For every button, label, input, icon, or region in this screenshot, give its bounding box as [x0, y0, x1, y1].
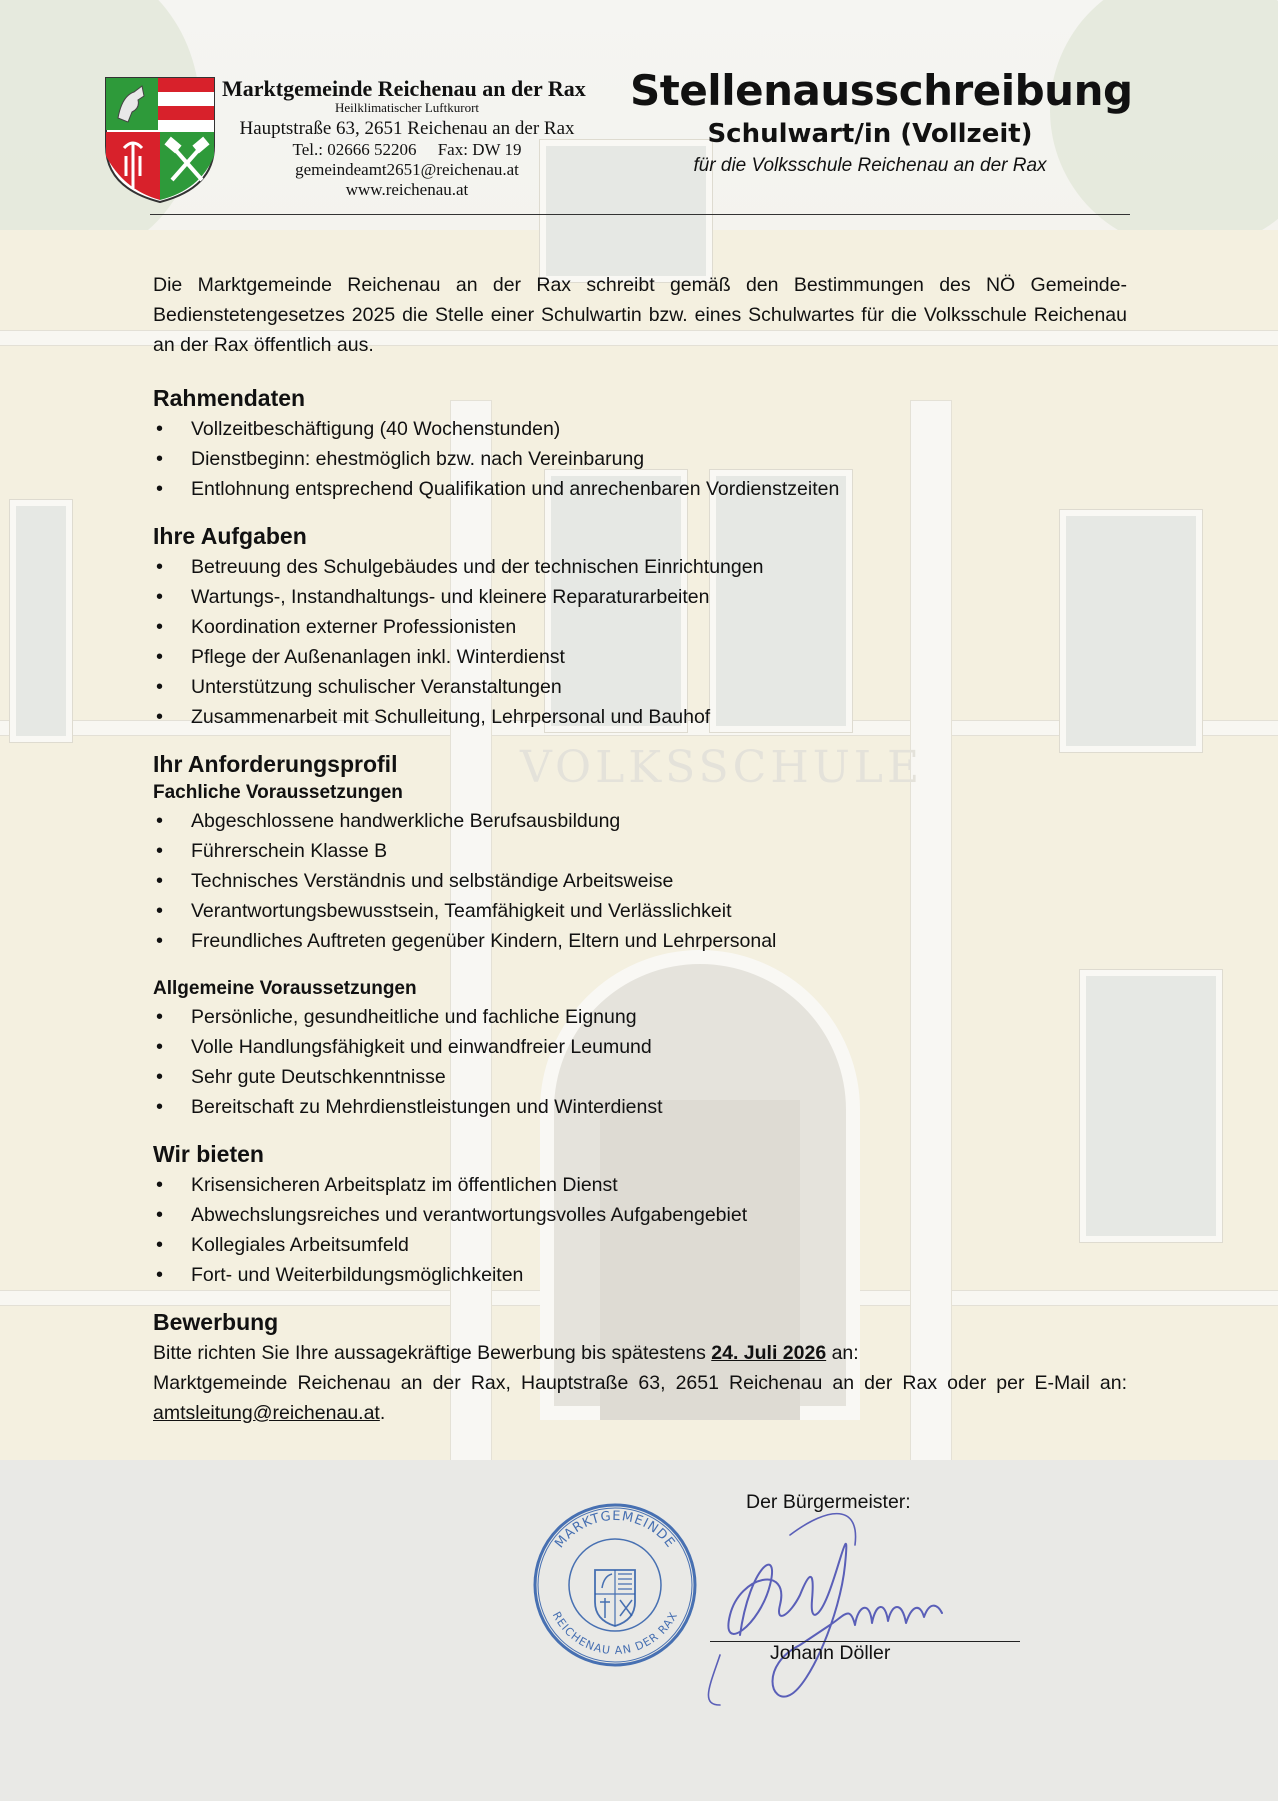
- section-heading-bewerbung: Bewerbung: [153, 1309, 279, 1335]
- list-item: • Dienstbeginn: ehestmöglich bzw. nach Vereinbarung: [153, 444, 1127, 474]
- organization-address: Hauptstraße 63, 2651 Reichenau an der Rax: [239, 118, 575, 139]
- list-item: • Technisches Verständnis und selbständige Arbeitsweise: [153, 866, 1127, 896]
- organization-fax: Fax: DW 19: [437, 140, 522, 159]
- list-item: • Unterstützung schulischer Veranstaltungen: [153, 672, 1127, 702]
- bieten-list: [153, 1170, 1127, 1290]
- fachlich-list: [153, 806, 1127, 956]
- list-item: • Bereitschaft zu Mehrdienstleistungen und Winterdienst: [153, 1092, 1127, 1122]
- organization-phone-fax: [222, 140, 592, 160]
- position-title: Schulwart/in (Vollzeit): [707, 119, 1033, 149]
- title-block: [630, 66, 1133, 177]
- header-divider: [150, 214, 1130, 215]
- list-item: • Sehr gute Deutschkenntnisse: [153, 1062, 1127, 1092]
- application-address-line: [153, 1368, 1127, 1428]
- list-item: • Persönliche, gesundheitliche und fachliche Eignung: [153, 1002, 1127, 1032]
- application-email-link[interactable]: amtsleitung@reichenau.at: [153, 1402, 380, 1424]
- svg-text:REICHENAU AN DER RAX: REICHENAU AN DER RAX: [549, 1609, 681, 1658]
- list-item: • Krisensicheren Arbeitsplatz im öffentlichen Dienst: [153, 1170, 1127, 1200]
- list-item: • Wartungs-, Instandhaltungs- und kleinere Reparaturarbeiten: [153, 582, 1127, 612]
- subheading-allgemein: Allgemeine Voraussetzungen: [153, 978, 417, 999]
- document-title: Stellenausschreibung: [630, 66, 1133, 115]
- deadline-text-pre: Bitte richten Sie Ihre aussagekräftige Bewerbung bis spätestens: [153, 1342, 712, 1364]
- organization-phone: Tel.: 02666 52206: [292, 140, 417, 159]
- mayor-name: Johann Döller: [770, 1642, 891, 1664]
- handwritten-signature: [680, 1505, 970, 1715]
- list-item: • Abgeschlossene handwerkliche Berufsausbildung: [153, 806, 1127, 836]
- section-heading-aufgaben: Ihre Aufgaben: [153, 523, 307, 549]
- organization-name: Marktgemeinde Reichenau an der Rax: [222, 76, 586, 101]
- intro-paragraph: Die Marktgemeinde Reichenau an der Rax schreibt gemäß den Bestimmungen des NÖ Gemeinde-Bedienstetengesetzes 2025 die Stelle einer Schulwartin bzw. eines Schulwartes für die Volksschule Reichenau an der Rax öffentlich aus.: [153, 274, 1127, 356]
- list-item: • Pflege der Außenanlagen inkl. Winterdienst: [153, 642, 1127, 672]
- list-item: • Fort- und Weiterbildungsmöglichkeiten: [153, 1260, 1127, 1290]
- list-item: • Volle Handlungsfähigkeit und einwandfreier Leumund: [153, 1032, 1127, 1062]
- municipal-seal-stamp: [532, 1502, 698, 1668]
- application-address: Marktgemeinde Reichenau an der Rax, Hauptstraße 63, 2651 Reichenau an der Rax oder per E-Mail an:: [153, 1372, 1127, 1394]
- address-text-post: .: [379, 1402, 386, 1424]
- subheading-fachlich: Fachliche Voraussetzungen: [153, 782, 403, 803]
- organization-block: [222, 76, 592, 200]
- watermark-text: VOLKSSCHULE: [520, 742, 924, 793]
- position-subtitle: für die Volksschule Reichenau an der Rax: [693, 155, 1047, 176]
- organization-subtitle: Heilklimatischer Luftkurort: [334, 100, 480, 115]
- mayor-title: Der Bürgermeister:: [746, 1491, 911, 1513]
- allgemein-list: [153, 1002, 1127, 1122]
- main-content: [153, 270, 1127, 1428]
- svg-text:MARKTGEMEINDE: MARKTGEMEINDE: [552, 1508, 678, 1552]
- aufgaben-list: [153, 552, 1127, 732]
- organization-email[interactable]: gemeindeamt2651@reichenau.at: [295, 160, 519, 179]
- section-heading-bieten: Wir bieten: [153, 1141, 264, 1167]
- list-item: • Führerschein Klasse B: [153, 836, 1127, 866]
- list-item: • Kollegiales Arbeitsumfeld: [153, 1230, 1127, 1260]
- list-item: • Verantwortungsbewusstsein, Teamfähigkeit und Verlässlichkeit: [153, 896, 1127, 926]
- application-deadline: 24. Juli 2026: [711, 1342, 827, 1364]
- list-item: • Abwechslungsreiches und verantwortungsvolles Aufgabengebiet: [153, 1200, 1127, 1230]
- list-item: • Freundliches Auftreten gegenüber Kindern, Eltern und Lehrpersonal: [153, 926, 1127, 956]
- list-item: • Betreuung des Schulgebäudes und der technischen Einrichtungen: [153, 552, 1127, 582]
- rahmendaten-list: [153, 414, 1127, 504]
- list-item: • Vollzeitbeschäftigung (40 Wochenstunden): [153, 414, 1127, 444]
- deadline-text-post: an:: [826, 1342, 859, 1364]
- organization-website[interactable]: www.reichenau.at: [345, 180, 469, 199]
- coat-of-arms-logo: [104, 76, 216, 204]
- application-deadline-line: [153, 1338, 1127, 1368]
- list-item: • Zusammenarbeit mit Schulleitung, Lehrpersonal und Bauhof: [153, 702, 1127, 732]
- list-item: • Koordination externer Professionisten: [153, 612, 1127, 642]
- section-heading-profil: Ihr Anforderungsprofil: [153, 751, 398, 777]
- section-heading-rahmendaten: Rahmendaten: [153, 385, 306, 411]
- list-item: • Entlohnung entsprechend Qualifikation und anrechenbaren Vordienstzeiten: [153, 474, 1127, 504]
- application-section: [153, 1306, 1127, 1428]
